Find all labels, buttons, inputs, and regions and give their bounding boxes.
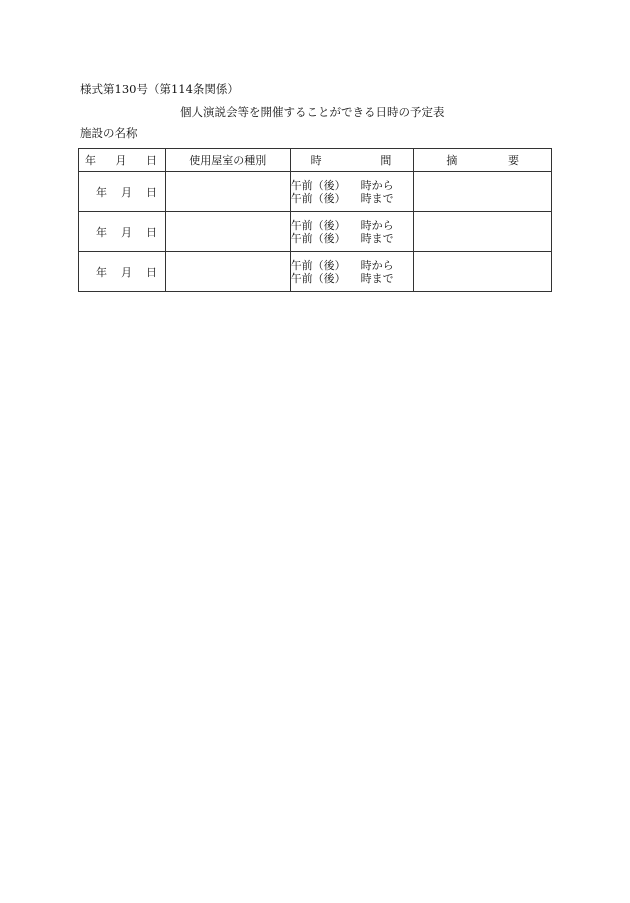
time-to-suffix: 時まで [360,191,394,205]
table-row [79,172,552,212]
header-note-char2: 要 [508,154,519,167]
document-title: 個人演説会等を開催することができる日時の予定表 [180,105,445,119]
header-row [79,149,552,172]
date-month-label: 月 [120,185,132,199]
date-month-label: 月 [120,225,132,239]
date-day-label: 日 [145,225,157,239]
time-to-ampm: 午前（後） [290,191,346,205]
note-cell[interactable] [414,172,552,212]
header-time-char2: 間 [380,154,392,167]
date-year-label: 年 [95,265,107,279]
schedule-table [78,148,552,292]
time-to-line [291,192,414,205]
date-year-label: 年 [95,185,107,199]
header-date-day: 日 [145,154,157,167]
time-to-line [291,232,414,245]
header-date-month: 月 [115,154,127,167]
date-month-label: 月 [120,265,132,279]
facility-name-label: 施設の名称 [80,126,138,140]
time-to-ampm: 午前（後） [290,231,346,245]
time-from-ampm: 午前（後） [290,258,346,272]
date-cell[interactable] [79,172,166,212]
time-from-ampm: 午前（後） [290,218,346,232]
header-date [79,149,166,172]
note-cell[interactable] [414,212,552,252]
header-note [414,149,552,172]
header-time [290,149,414,172]
date-day-label: 日 [145,265,157,279]
time-to-line [291,272,414,285]
time-cell[interactable] [290,212,414,252]
note-cell[interactable] [414,252,552,292]
time-from-suffix: 時から [360,218,394,232]
header-date-year: 年 [85,154,96,167]
header-time-char1: 時 [310,154,322,167]
time-to-suffix: 時まで [360,231,394,245]
time-from-line [291,179,414,192]
header-room-type: 使用屋室の種別 [165,149,290,172]
table-row [79,212,552,252]
date-cell[interactable] [79,212,166,252]
room-type-cell[interactable] [165,172,290,212]
time-from-line [291,219,414,232]
form-number: 様式第130号（第114条関係） [80,82,239,96]
date-year-label: 年 [95,225,107,239]
date-cell[interactable] [79,252,166,292]
time-to-ampm: 午前（後） [290,271,346,285]
time-cell[interactable] [290,252,414,292]
time-cell[interactable] [290,172,414,212]
time-from-ampm: 午前（後） [290,178,346,192]
time-from-suffix: 時から [360,178,394,192]
time-from-line [291,259,414,272]
time-from-suffix: 時から [360,258,394,272]
date-day-label: 日 [145,185,157,199]
time-to-suffix: 時まで [360,271,394,285]
table-row [79,252,552,292]
header-note-char1: 摘 [446,154,458,167]
room-type-cell[interactable] [165,252,290,292]
room-type-cell[interactable] [165,212,290,252]
